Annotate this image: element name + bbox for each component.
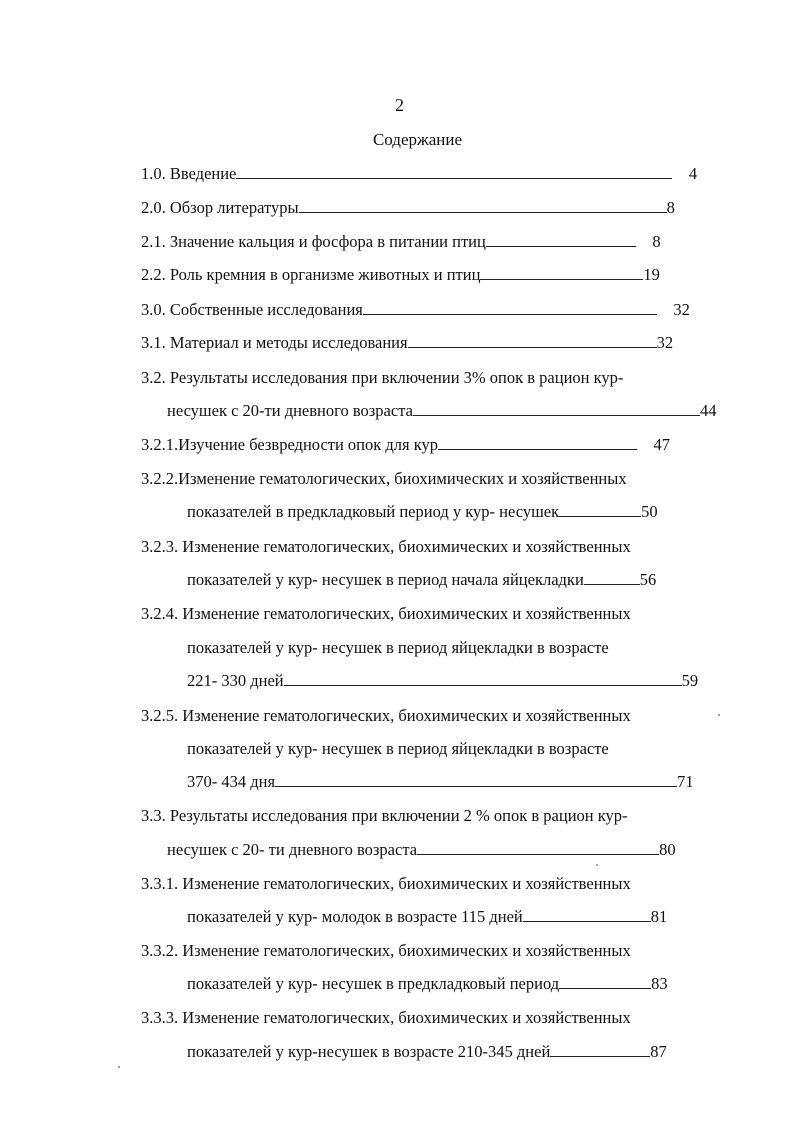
toc-page-number: 32 — [656, 333, 674, 352]
toc-entry-text: 3.1. Материал и методы исследования — [141, 333, 408, 352]
toc-line — [141, 368, 623, 388]
toc-page-number: 50 — [641, 502, 658, 521]
toc-leader — [363, 300, 657, 315]
toc-line — [141, 435, 670, 455]
toc-leader — [284, 671, 682, 686]
toc-line — [141, 806, 628, 826]
toc-line — [141, 706, 631, 726]
scan-speck — [718, 714, 720, 716]
toc-line — [167, 840, 676, 860]
toc-page-number: 81 — [650, 907, 668, 926]
toc-entry-text: показателей у кур- несушек в период яйцекладки в возрасте — [187, 638, 609, 657]
toc-line — [141, 604, 631, 624]
toc-leader — [417, 840, 659, 855]
toc-leader — [408, 333, 657, 348]
toc-leader — [480, 265, 643, 280]
toc-line — [187, 739, 609, 759]
toc-entry-text: 3.2.3. Изменение гематологических, биохимических и хозяйственных — [141, 537, 631, 556]
toc-line — [141, 232, 661, 252]
toc-entry-text: 3.3.3. Изменение гематологических, биохимических и хозяйственных — [141, 1008, 631, 1027]
toc-entry-text: показателей у кур- несушек в предкладковый период — [187, 974, 560, 993]
toc-page-number: 80 — [659, 840, 676, 859]
scan-speck — [118, 1066, 120, 1068]
toc-entry-text: 3.3. Результаты исследования при включении 2 % опок в рацион кур- — [141, 806, 628, 825]
toc-line — [187, 974, 668, 994]
toc-title: Содержание — [372, 130, 463, 149]
toc-line — [141, 1008, 631, 1028]
toc-leader — [523, 907, 651, 922]
toc-page-number: 56 — [639, 570, 657, 589]
toc-line — [141, 874, 631, 894]
toc-leader — [559, 974, 651, 989]
toc-leader — [438, 435, 637, 450]
toc-entry-text: показателей у кур- молодок в возрасте 115 дней — [187, 907, 523, 926]
toc-page-number: 4 — [688, 164, 698, 183]
toc-page-number: 19 — [643, 265, 660, 284]
toc-page-number: 44 — [699, 401, 717, 420]
toc-entry-text: 370- 434 дня — [187, 772, 276, 791]
toc-entry-text: показателей у кур- несушек в период яйцекладки в возрасте — [187, 739, 609, 758]
toc-line — [141, 333, 673, 353]
toc-line — [187, 671, 698, 691]
toc-line — [167, 401, 716, 421]
toc-entry-text: показателей в предкладковый период у кур- несушек — [187, 502, 560, 521]
toc-entry-text: показателей у кур- несушек в период начала яйцекладки — [187, 570, 584, 589]
toc-leader — [584, 570, 640, 585]
toc-line — [187, 502, 658, 522]
toc-entry-text: несушек с 20-ти дневного возраста — [167, 401, 413, 420]
toc-entry-text: 1.0. Введение — [141, 164, 237, 183]
toc-entry-text: 3.2.4. Изменение гематологических, биохимических и хозяйственных — [141, 604, 631, 623]
toc-leader — [550, 1042, 650, 1057]
toc-line — [141, 941, 631, 961]
toc-entry-text: несушек с 20- ти дневного возраста — [167, 840, 418, 859]
toc-line — [141, 469, 627, 489]
toc-leader — [299, 198, 667, 213]
toc-line — [141, 300, 690, 320]
toc-entry-text: 3.2.5. Изменение гематологических, биохимических и хозяйственных — [141, 706, 631, 725]
toc-entry-text: 221- 330 дней — [187, 671, 284, 690]
toc-leader — [413, 401, 700, 416]
toc-line — [141, 164, 697, 184]
page-number: 2 — [395, 95, 404, 115]
toc-entry-text: 3.0. Собственные исследования — [141, 300, 363, 319]
toc-entry-text: 2.0. Обзор литературы — [141, 198, 299, 217]
toc-page-number: 8 — [666, 198, 675, 217]
toc-page-number: 83 — [651, 974, 668, 993]
toc-leader — [236, 164, 672, 179]
toc-line — [141, 198, 675, 218]
toc-line — [187, 772, 694, 792]
toc-entry-text: 3.2.2.Изменение гематологических, биохимических и хозяйственных — [141, 469, 627, 488]
toc-line — [187, 907, 667, 927]
scan-speck — [596, 864, 598, 866]
toc-entry-text: 3.2. Результаты исследования при включении 3% опок в рацион кур- — [141, 368, 624, 387]
toc-leader — [275, 772, 677, 787]
toc-page-number: 71 — [677, 772, 694, 791]
toc-line — [187, 570, 656, 590]
toc-entry-text: показателей у кур-несушек в возрасте 210-345 дней — [187, 1042, 551, 1061]
toc-entry-text: 3.3.2. Изменение гематологических, биохимических и хозяйственных — [141, 941, 631, 960]
toc-line — [187, 638, 609, 658]
toc-line — [141, 537, 631, 557]
toc-line — [187, 1042, 667, 1062]
toc-page-number: 32 — [673, 300, 690, 319]
toc-entry-text: 2.2. Роль кремния в организме животных и птиц — [141, 265, 481, 284]
toc-page-number: 59 — [681, 671, 699, 690]
toc-entry-text: 3.2.1.Изучение безвредности опок для кур — [141, 435, 439, 454]
toc-page-number: 47 — [653, 435, 671, 454]
toc-entry-text: 2.1. Значение кальция и фосфора в питании птиц — [141, 232, 486, 251]
toc-leader — [559, 502, 641, 517]
toc-line — [141, 265, 660, 285]
toc-leader — [486, 232, 636, 247]
toc-entry-text: 3.3.1. Изменение гематологических, биохимических и хозяйственных — [141, 874, 631, 893]
toc-page-number: 87 — [650, 1042, 667, 1061]
toc-page-number: 8 — [652, 232, 661, 251]
